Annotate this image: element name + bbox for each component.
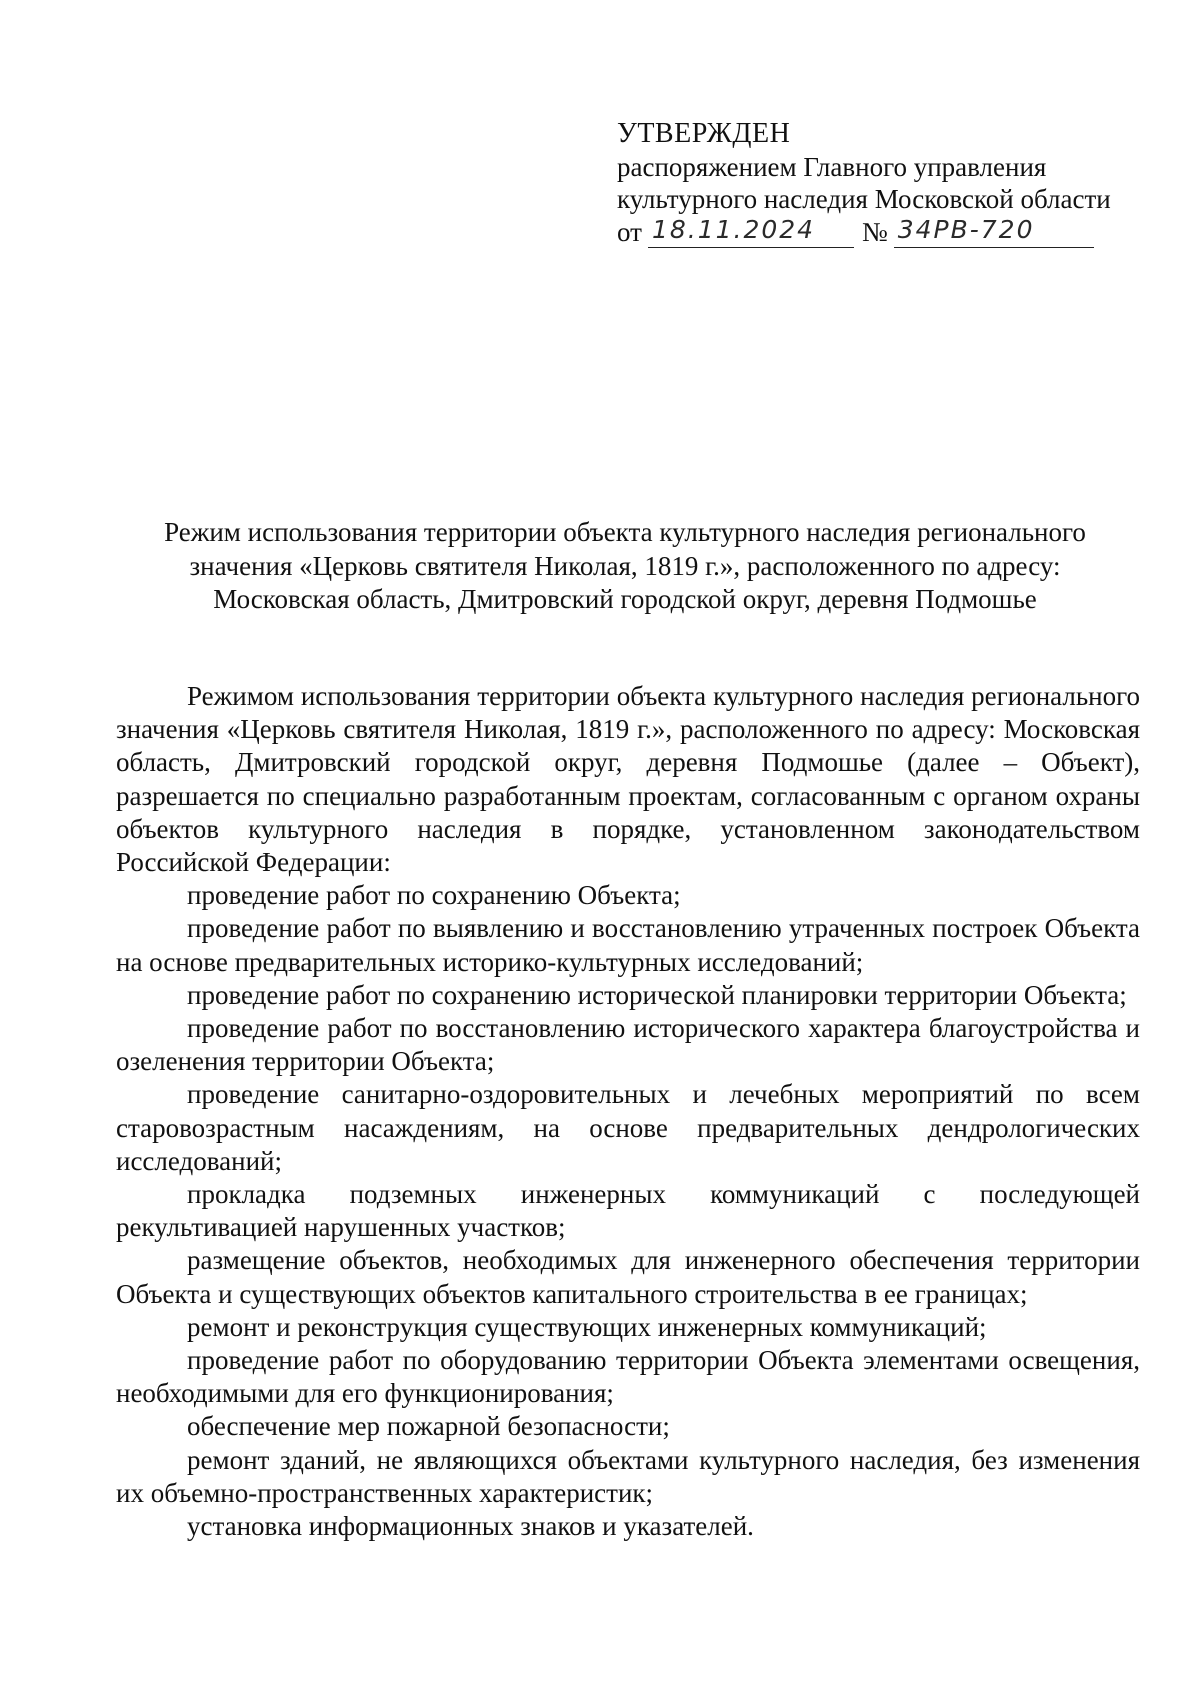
approval-line-2: культурного наследия Московской области bbox=[617, 184, 1111, 214]
date-prefix: от bbox=[617, 216, 642, 247]
intro-paragraph: Режимом использования территории объекта культурного наследия регионального значения «Церковь святителя Николая, 1819 г.», расположенного по адресу: Московская область, Дмитровский городской округ, деревня Подмошье (далее – Объект), разрешается по специально разработанным проектам, согласованным с органом охраны объектов культурного наследия в порядке, установленном законодательством Российской Федерации: bbox=[116, 681, 1140, 878]
document-body bbox=[116, 680, 1140, 1543]
number-prefix: № bbox=[861, 216, 888, 247]
handwritten-date: 18.11.2024 bbox=[651, 214, 816, 244]
title-line-3: Московская область, Дмитровский городской округ, деревня Подмошье bbox=[213, 584, 1037, 614]
number-field bbox=[894, 214, 1094, 248]
list-item: обеспечение мер пожарной безопасности; bbox=[187, 1411, 670, 1442]
list-item: ремонт зданий, не являющихся объектами культурного наследия, без изменения их объемно-пространственных характеристик; bbox=[116, 1444, 1140, 1508]
list-item: проведение работ по оборудованию территории Объекта элементами освещения, необходимыми для его функционирования; bbox=[116, 1345, 1140, 1409]
approval-line-1: распоряжением Главного управления bbox=[617, 151, 1047, 182]
list-item: проведение работ по сохранению исторической планировки территории Объекта; bbox=[187, 979, 1127, 1010]
handwritten-number: 34РВ-720 bbox=[897, 214, 1035, 244]
list-item: прокладка подземных инженерных коммуникаций с последующей рекультивацией нарушенных участков; bbox=[116, 1179, 1140, 1243]
approval-date-number-line bbox=[617, 216, 1177, 249]
title-line-2: значения «Церковь святителя Николая, 1819 г.», расположенного по адресу: bbox=[189, 550, 1061, 581]
list-item: проведение работ по выявлению и восстановлению утраченных построек Объекта на основе предварительных историко-культурных исследований; bbox=[116, 913, 1140, 977]
list-item: установка информационных знаков и указателей. bbox=[187, 1511, 754, 1542]
list-item: проведение работ по восстановлению исторического характера благоустройства и озеленения территории Объекта; bbox=[116, 1013, 1140, 1077]
document-title bbox=[100, 516, 1150, 617]
list-item: проведение работ по сохранению Объекта; bbox=[187, 880, 681, 911]
approval-block bbox=[617, 118, 1177, 248]
list-item: размещение объектов, необходимых для инженерного обеспечения территории Объекта и существующих объектов капитального строительства в ее границах; bbox=[116, 1245, 1140, 1309]
approval-title: УТВЕРЖДЕН bbox=[617, 118, 791, 149]
list-item: ремонт и реконструкция существующих инженерных коммуникаций; bbox=[187, 1311, 987, 1342]
list-item: проведение санитарно-оздоровительных и лечебных мероприятий по всем старовозрастным насаждениям, на основе предварительных дендрологических исследований; bbox=[116, 1079, 1140, 1176]
date-field bbox=[648, 214, 854, 248]
title-line-1: Режим использования территории объекта культурного наследия регионального bbox=[164, 517, 1086, 547]
